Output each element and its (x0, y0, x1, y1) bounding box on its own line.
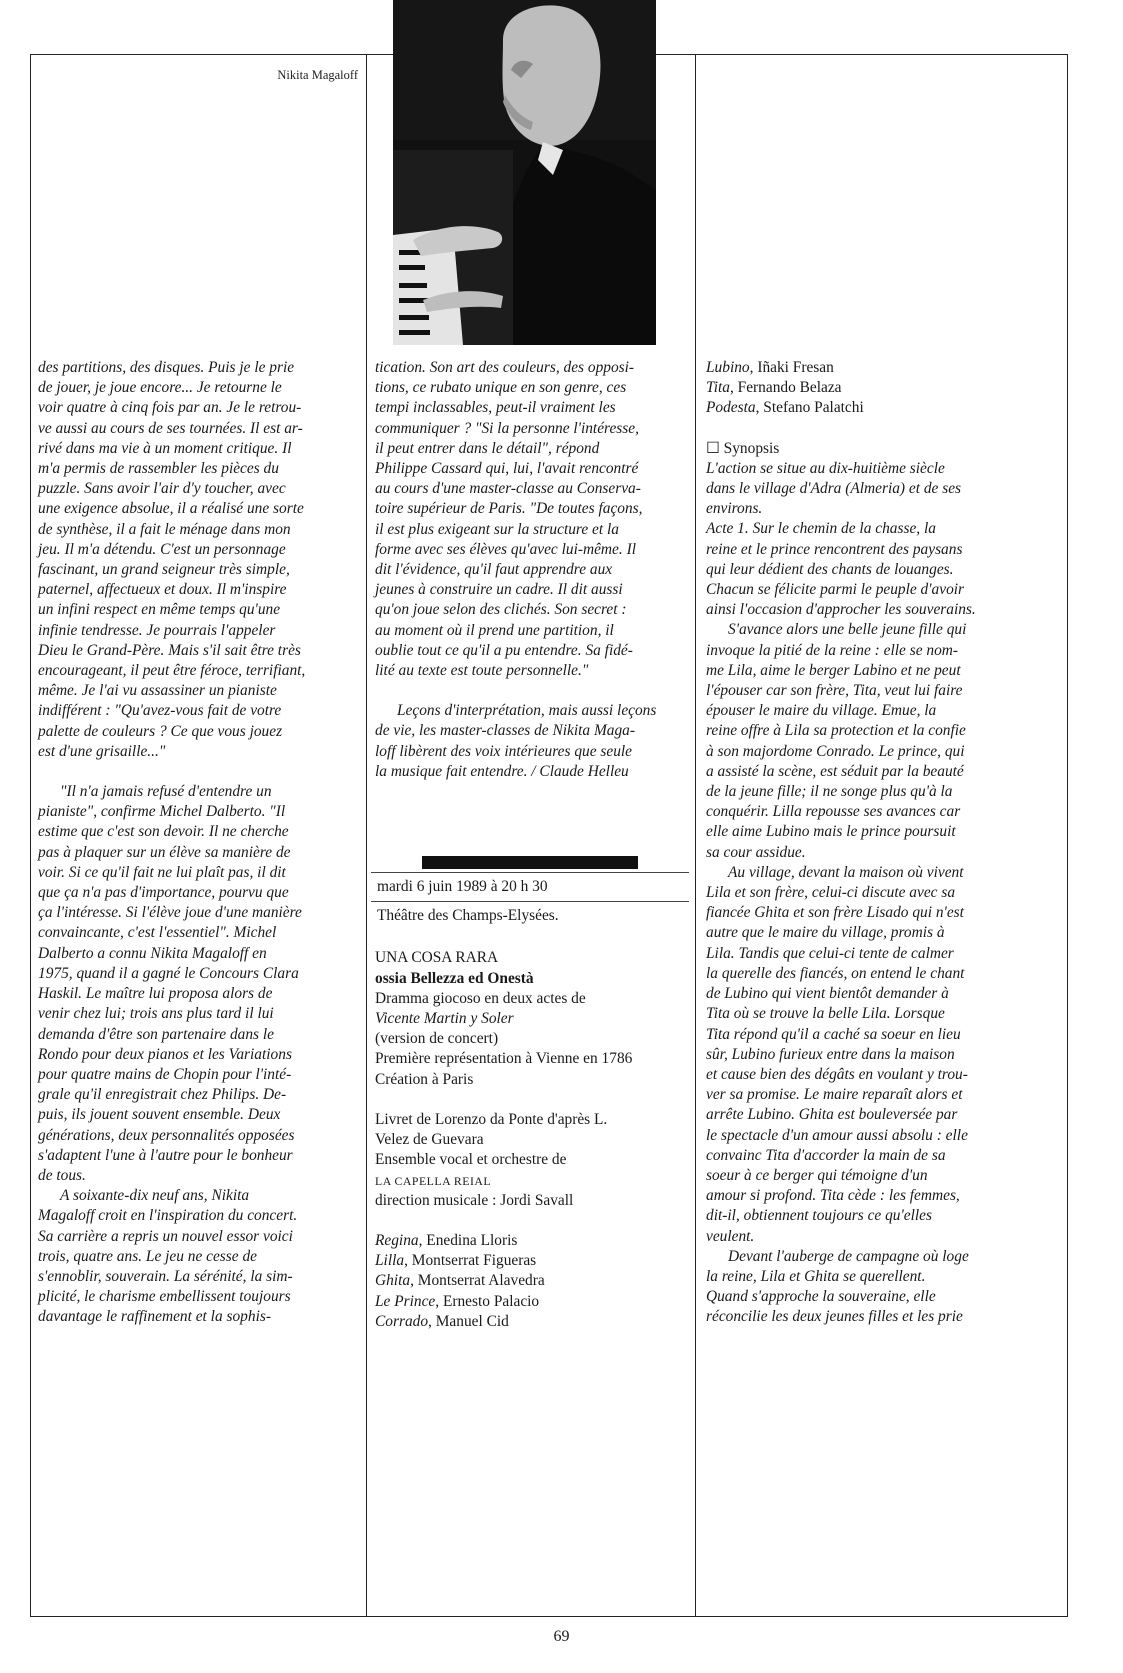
column-divider-right (695, 54, 696, 1617)
article-column-1 (38, 358, 356, 1328)
premiere: Première représentation à Vienne en 1786 (375, 1050, 633, 1068)
cast-item: Le Prince, Ernesto Palacio (375, 1292, 540, 1310)
synopsis-heading: ☐ Synopsis (706, 439, 780, 457)
cast-list (706, 358, 1020, 419)
synopsis-column (706, 358, 1020, 1328)
version: (version de concert) (375, 1030, 499, 1048)
synopsis-paragraph: L'action se situe au dix-huitième siècle dans le village d'Adra (Almeria) et de ses environs. Acte 1. Sur le chemin de la chasse, la reine et le prince rencontrent des paysans qui leur dédient des chants de louanges. Chacun se félicite parmi le peuple d'avoir ainsi l'occasion d'approcher les souverains. (706, 459, 976, 619)
synopsis-paragraph: S'avance alors une belle jeune fille qui invoque la pitié de la reine : elle se nom- me Lila, aime le berger Labino et ne peut l'épouser car son frère, Tita, veut lui faire épouser le maire du village. Emue, la reine offre à Lila sa protection et la confie à son majordome Conrado. Le prince, qui a assisté la scène, est séduit par la beauté de la jeune fille; il ne songe plus qu'à la conquérir. Lilla repousse ses avances car elle aime Lubino mais le prince poursuit sa cour assidue. (706, 621, 967, 861)
composer: Vicente Martin y Soler (375, 1010, 514, 1028)
cast-item: Tita, Fernando Belaza (706, 379, 842, 397)
synopsis-paragraph: Au village, devant la maison où vivent Lila et son frère, celui-ci discute avec sa fiancée Ghita et son frère Lisado qui n'est autre que le maire du village, promis à Lila. Tandis que celui-ci tente de calmer la querelle des fiancés, on entend le chant de Lubino qui vient bientôt demander à Tita où se trouve la belle Lila. Lorsque Tita répond qu'il a caché sa soeur en lieu sûr, Lubino furieux entre dans la maison et cause bien des dégâts en voulant y trou- ver sa promise. Le maire reparaît alors et arrête Lubino. Ghita est bouleversée par le spectacle d'un amour aussi absolu : elle convainc Tita d'accorder la main de sa soeur à ce berger qui témoigne d'un amour si profond. Tita cède : les femmes, dit-il, obtiennent toujours ce qu'elles veulent. (706, 863, 968, 1245)
page-number: 69 (553, 1628, 570, 1645)
running-head: Nikita Magaloff (277, 68, 358, 82)
direction: direction musicale : Jordi Savall (375, 1191, 574, 1209)
event-date: mardi 6 juin 1989 à 20 h 30 (377, 878, 548, 896)
cast-item: Lubino, Iñaki Fresan (706, 359, 834, 376)
libretto: Livret de Lorenzo da Ponte d'après L. Velez de Guevara (375, 1110, 608, 1149)
pianist-illustration (393, 0, 656, 345)
cast-item: Lilla, Montserrat Figueras (375, 1252, 537, 1270)
column-divider-left (366, 54, 367, 1617)
cast-item: Ghita, Montserrat Alavedra (375, 1272, 545, 1290)
checkbox-square-icon: ☐ (706, 439, 720, 457)
article-paragraph: "Il n'a jamais refusé d'entendre un pianiste", confirme Michel Dalberto. "Il estime que c'est son devoir. Il ne cherche pas à plaquer sur un élève sa manière de voir. Si ce qu'il fait ne lui plaît pas, il dit que ça n'a pas d'importance, pourvu que ça l'intéresse. Si l'élève joue d'une manière convaincante, c'est l'essentiel". Michel Dalberto a connu Nikita Magaloff en 1975, quand il a gagné le Concours Clara Haskil. Le maître lui proposa alors de venir chez lui; trois ans plus tard il lui demanda d'être son partenaire dans le Rondo pour deux pianos et les Variations pour quatre mains de Chopin pour l'inté- grale qu'il enregistrait chez Philips. De- puis, ils jouent souvent ensemble. Deux générations, deux personnalités opposées s'adaptent l'une à l'autre pour le bonheur de tous. (38, 783, 302, 1184)
event-header-bar (422, 856, 638, 869)
pianist-photo (393, 0, 656, 345)
event-venue: Théâtre des Champs-Elysées. (377, 907, 559, 925)
article-paragraph: tication. Son art des couleurs, des opposi- tions, ce rubato unique en son genre, ces tempi inclassables, peut-il vraiment les communiquer ? "Si la personne l'intéresse, il peut entrer dans le détail", répond Philippe Cassard qui, lui, l'avait rencontré au cours d'une master-classe au Conserva- toire supérieur de Paris. "De toutes façons, il est plus exigeant sur la structure et la forme avec ses élèves qu'avec lui-même. Il dit l'évidence, qu'il faut apprendre aux jeunes à construire un cadre. Il dit aussi qu'on joue selon des clichés. Son secret : au moment où il prend une partition, il oublie tout ce qu'il a pu entendre. Sa fidé- lité au texte est toute personnelle." (375, 359, 643, 680)
synopsis-paragraph: Devant l'auberge de campagne où loge la reine, Lila et Ghita se querellent. Quand s'approche la souveraine, elle réconcilie les deux jeunes filles et les prie (706, 1247, 969, 1326)
article-column-2 (375, 358, 685, 1332)
work-subtitle: ossia Bellezza ed Onestà (375, 969, 534, 987)
work-title: UNA COSA RARA (375, 949, 499, 967)
article-paragraph: A soixante-dix neuf ans, Nikita Magaloff croit en l'inspiration du concert. Sa carrière a repris un nouvel essor voici trois, quatre ans. Le jeu ne cesse de s'ennoblir, souverain. La sérénité, la sim- plicité, le charisme embellissent toujours davantage le raffinement et la sophis- (38, 1187, 298, 1326)
ensemble-name: LA CAPELLA REIAL (375, 1173, 492, 1188)
cast-item: Podesta, Stefano Palatchi (706, 399, 864, 417)
article-paragraph: Leçons d'interprétation, mais aussi leçons de vie, les master-classes de Nikita Maga- loff libèrent des voix intérieures que seule la musique fait entendre. / Claude Helleu (375, 702, 657, 780)
ensemble: Ensemble vocal et orchestre de (375, 1151, 567, 1169)
article-paragraph: des partitions, des disques. Puis je le prie de jouer, je joue encore... Je retourne le voir quatre à cinq fois par an. Je le retrou- ve aussi au cours de ses tournées. Il est ar- rivé dans ma vie à un moment critique. Il m'a permis de rassembler les pièces du puzzle. Sans avoir l'air d'y toucher, avec une exigence absolue, il a réalisé une sorte de synthèse, il a fait le ménage dans mon jeu. Il m'a détendu. C'est un personnage fascinant, un grand seigneur très simple, paternel, affectueux et doux. Il m'inspire un infini respect en même temps qu'une infinie tendresse. Je pourrais l'appeler Dieu le Grand-Père. Mais s'il sait être très encourageant, il peut être féroce, terrifiant, même. Je l'ai vu assassiner un pianiste indifférent : "Qu'avez-vous fait de votre palette de couleurs ? Ce que vous jouez est d'une grisaille..." (38, 359, 306, 760)
creation: Création à Paris (375, 1070, 474, 1088)
cast-item: Corrado, Manuel Cid (375, 1312, 509, 1330)
work-genre: Dramma giocoso en deux actes de (375, 989, 586, 1007)
cast-list (375, 1231, 685, 1332)
cast-item: Regina, Enedina Lloris (375, 1231, 518, 1249)
